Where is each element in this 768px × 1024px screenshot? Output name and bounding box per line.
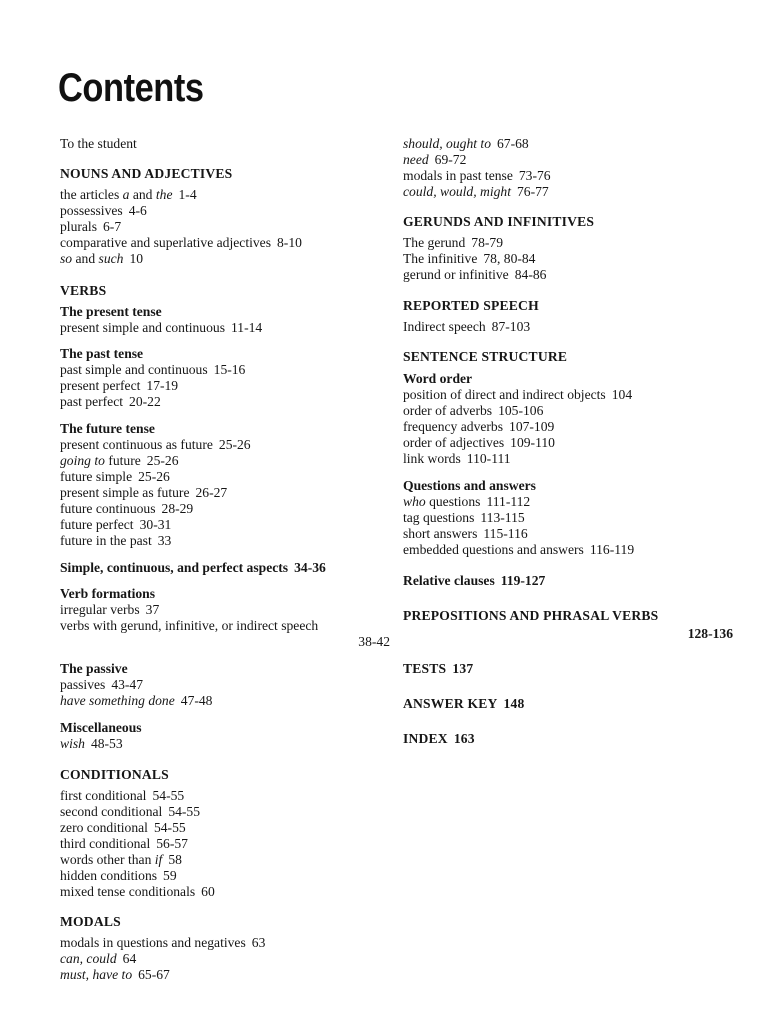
entry-label: second conditional	[60, 804, 163, 819]
page-range: 25-26	[218, 437, 251, 452]
entry-label: The past tense	[60, 346, 144, 361]
page-range: 63	[251, 935, 266, 950]
entry-label: modals in questions and negatives	[60, 935, 246, 950]
entry-label: To the student	[60, 136, 137, 151]
page-range: 84-86	[514, 267, 547, 282]
section-heading	[403, 298, 539, 314]
page-range: 20-22	[129, 394, 161, 409]
entry-label: order of adjectives	[403, 435, 505, 450]
section-heading	[403, 608, 658, 624]
entry-label: Verb formations	[60, 586, 156, 601]
entry-label: The future tense	[60, 421, 155, 436]
entry-label	[403, 494, 480, 509]
contents-entry	[60, 517, 171, 533]
contents-entry	[60, 320, 262, 336]
page-range: 1-4	[178, 187, 197, 202]
contents-entry	[60, 868, 177, 884]
page-range: 78-79	[471, 235, 503, 250]
page-range: 34-36	[294, 560, 326, 575]
entry-label: position of direct and indirect objects	[403, 387, 606, 402]
entry-label: VERBS	[60, 283, 107, 298]
entry-label: NOUNS AND ADJECTIVES	[60, 166, 233, 181]
entry-label	[403, 136, 491, 151]
entry-label: passives	[60, 677, 106, 692]
contents-entry	[60, 884, 215, 900]
entry-label: SENTENCE STRUCTURE	[403, 349, 568, 364]
entry-label: order of adverbs	[403, 403, 493, 418]
entry-label: The gerund	[403, 235, 466, 250]
page-range: 10	[129, 251, 144, 266]
page-range: 105-106	[498, 403, 544, 418]
contents-entry	[403, 435, 555, 451]
entry-label: irregular verbs	[60, 602, 140, 617]
contents-entry	[60, 362, 245, 378]
contents-entry	[403, 387, 632, 403]
page-range: 76-77	[517, 184, 549, 199]
entry-label: Relative clauses	[403, 573, 495, 588]
page-range: 148	[503, 696, 525, 711]
italic-term: such	[98, 251, 124, 266]
page-range: 163	[453, 731, 475, 746]
page-range: 60	[201, 884, 215, 899]
page-range: 104	[611, 387, 633, 402]
entry-label: verbs with gerund, infinitive, or indirect speech	[60, 618, 319, 633]
italic-term: the	[155, 187, 173, 202]
subsection-heading	[60, 304, 162, 320]
page-range: 43-47	[111, 677, 144, 692]
page-range: 110-111	[466, 451, 511, 466]
entry-text: and	[72, 251, 99, 266]
contents-entry	[60, 852, 182, 868]
page-range: 59	[163, 868, 177, 883]
contents-entry	[60, 788, 184, 804]
contents-entry	[60, 203, 147, 219]
section-heading	[403, 214, 594, 230]
page-range: 58	[168, 852, 182, 867]
page-range: 107-109	[509, 419, 555, 434]
entry-label: third conditional	[60, 836, 151, 851]
italic-term: wish	[60, 736, 85, 751]
page-range: 65-67	[138, 967, 170, 982]
entry-label: modals in past tense	[403, 168, 513, 183]
contents-entry	[403, 403, 543, 419]
entry-label: past simple and continuous	[60, 362, 208, 377]
subsection-heading	[403, 371, 472, 387]
entry-text: and	[129, 187, 156, 202]
contents-entry	[60, 437, 251, 453]
contents-entry	[403, 235, 503, 251]
contents-entry	[60, 501, 193, 517]
italic-term: a	[122, 187, 130, 202]
contents-entry	[403, 136, 529, 152]
entry-text: questions	[425, 494, 481, 509]
entry-label: MODALS	[60, 914, 121, 929]
page-range: 48-53	[90, 736, 123, 751]
italic-term: must, have to	[60, 967, 133, 982]
italic-term: have something done	[60, 693, 175, 708]
entry-label: TESTS	[403, 661, 447, 676]
page-range: 87-103	[491, 319, 531, 334]
page-range: 11-14	[230, 320, 263, 335]
contents-entry	[403, 510, 525, 526]
entry-label	[60, 852, 162, 867]
contents-entry	[60, 618, 318, 634]
contents-entry	[60, 804, 200, 820]
subsection-heading	[60, 560, 326, 576]
page-range: 64	[122, 951, 137, 966]
entry-label: Simple, continuous, and perfect aspects	[60, 560, 289, 575]
page-range: 73-76	[518, 168, 551, 183]
entry-label: INDEX	[403, 731, 448, 746]
subsection-heading	[403, 478, 536, 494]
contents-entry	[60, 967, 170, 983]
contents-entry	[60, 951, 136, 967]
section-heading	[403, 696, 525, 712]
page-range: 15-16	[213, 362, 246, 377]
entry-text: future	[104, 453, 141, 468]
entry-label	[60, 736, 85, 751]
page-range: 17-19	[146, 378, 179, 393]
italic-term: could, would, might	[403, 184, 511, 199]
page-range: 25-26	[138, 469, 170, 484]
entry-label: zero conditional	[60, 820, 148, 835]
page-range: 54-55	[152, 788, 185, 803]
page-range: 37	[145, 602, 160, 617]
subsection-heading	[403, 573, 545, 589]
section-heading	[403, 661, 473, 677]
entry-label: plurals	[60, 219, 97, 234]
page-range: 115-116	[483, 526, 528, 541]
entry-label: past perfect	[60, 394, 124, 409]
contents-entry	[60, 820, 186, 836]
italic-term: need	[403, 152, 429, 167]
entry-label: mixed tense conditionals	[60, 884, 196, 899]
entry-label: hidden conditions	[60, 868, 158, 883]
section-heading	[60, 166, 232, 182]
page-range: 78, 80-84	[483, 251, 536, 266]
contents-entry	[60, 394, 161, 410]
entry-label: gerund or infinitive	[403, 267, 509, 282]
page-range: 137	[452, 661, 474, 676]
contents-entry	[403, 494, 530, 510]
subsection-heading	[60, 421, 155, 437]
page-range: 119-127	[500, 573, 546, 588]
italic-term: if	[154, 852, 163, 867]
italic-term: should, ought to	[403, 136, 491, 151]
contents-entry	[60, 453, 179, 469]
section-heading	[60, 914, 121, 930]
entry-label: 38-42	[358, 634, 390, 649]
entry-label: CONDITIONALS	[60, 767, 169, 782]
entry-label: present simple as future	[60, 485, 190, 500]
subsection-heading	[688, 626, 733, 642]
entry-label: frequency adverbs	[403, 419, 504, 434]
contents-entry	[403, 526, 528, 542]
contents-entry	[403, 319, 530, 335]
entry-label: tag questions	[403, 510, 475, 525]
entry-label: Indirect speech	[403, 319, 486, 334]
page-range: 30-31	[139, 517, 172, 532]
entry-label	[60, 967, 132, 982]
contents-entry	[60, 602, 159, 618]
contents-entry	[60, 533, 171, 549]
contents-entry	[60, 836, 188, 852]
entry-label: Word order	[403, 371, 473, 386]
entry-label: short answers	[403, 526, 478, 541]
entry-label	[60, 187, 173, 202]
page-range: 109-110	[510, 435, 555, 450]
page-range: 4-6	[128, 203, 147, 218]
entry-label: Questions and answers	[403, 478, 536, 493]
page-range: 6-7	[103, 219, 122, 234]
page-range: 25-26	[146, 453, 179, 468]
contents-entry	[60, 736, 123, 752]
contents-entry	[60, 677, 143, 693]
page-range: 67-68	[497, 136, 529, 151]
contents-entry	[60, 378, 178, 394]
page-range: 69-72	[434, 152, 467, 167]
section-heading	[403, 349, 567, 365]
contents-entry	[60, 469, 170, 485]
entry-label: possessives	[60, 203, 123, 218]
page-range: 116-119	[589, 542, 635, 557]
entry-label	[403, 152, 429, 167]
page-range: 8-10	[277, 235, 302, 250]
section-heading	[60, 283, 106, 299]
page-range: 54-55	[153, 820, 186, 835]
section-heading	[403, 731, 475, 747]
entry-label	[60, 951, 117, 966]
entry-label: ANSWER KEY	[403, 696, 498, 711]
entry-label: future in the past	[60, 533, 152, 548]
contents-entry	[403, 542, 634, 558]
entry-label: future continuous	[60, 501, 156, 516]
contents-entry	[60, 219, 121, 235]
contents-entry	[358, 634, 390, 650]
entry-label: REPORTED SPEECH	[403, 298, 539, 313]
entry-label: The present tense	[60, 304, 162, 319]
subsection-heading	[60, 661, 128, 677]
entry-label: PREPOSITIONS AND PHRASAL VERBS	[403, 608, 659, 623]
entry-label	[60, 693, 175, 708]
contents-entry	[60, 935, 265, 951]
entry-label: future perfect	[60, 517, 134, 532]
subsection-heading	[60, 720, 142, 736]
contents-entry	[403, 451, 511, 467]
entry-label: comparative and superlative adjectives	[60, 235, 271, 250]
contents-entry	[60, 235, 302, 251]
contents-entry	[60, 136, 137, 152]
entry-label	[60, 453, 141, 468]
entry-label: present perfect	[60, 378, 141, 393]
entry-label: embedded questions and answers	[403, 542, 584, 557]
entry-label: The passive	[60, 661, 128, 676]
subsection-heading	[60, 346, 143, 362]
entry-label	[403, 184, 511, 199]
page-range: 113-115	[480, 510, 525, 525]
italic-term: so	[60, 251, 73, 266]
entry-label: 128-136	[687, 626, 733, 641]
page-range: 54-55	[168, 804, 201, 819]
entry-label: GERUNDS AND INFINITIVES	[403, 214, 595, 229]
contents-entry	[60, 251, 143, 267]
entry-label: present continuous as future	[60, 437, 213, 452]
contents-entry	[403, 267, 546, 283]
page-range: 26-27	[195, 485, 228, 500]
contents-entry	[403, 184, 549, 200]
contents-entry	[60, 485, 227, 501]
italic-term: who	[403, 494, 426, 509]
page-range: 56-57	[156, 836, 188, 851]
contents-entry	[60, 187, 197, 203]
entry-text: words other than	[60, 852, 155, 867]
page-range: 33	[157, 533, 172, 548]
entry-label: future simple	[60, 469, 133, 484]
section-heading	[60, 767, 169, 783]
page-range: 28-29	[161, 501, 194, 516]
contents-entry	[403, 251, 535, 267]
page-range: 47-48	[180, 693, 213, 708]
entry-label: The infinitive	[403, 251, 478, 266]
italic-term: can, could	[60, 951, 117, 966]
entry-label: first conditional	[60, 788, 147, 803]
page-range: 111-112	[486, 494, 531, 509]
entry-label: link words	[403, 451, 461, 466]
entry-text: the articles	[60, 187, 123, 202]
entry-label: Miscellaneous	[60, 720, 142, 735]
subsection-heading	[60, 586, 155, 602]
contents-entry	[403, 168, 551, 184]
page-title: Contents	[58, 66, 204, 110]
entry-label	[60, 251, 123, 266]
contents-entry	[403, 152, 466, 168]
italic-term: going to	[60, 453, 105, 468]
entry-label: present simple and continuous	[60, 320, 225, 335]
contents-entry	[403, 419, 554, 435]
contents-entry	[60, 693, 212, 709]
